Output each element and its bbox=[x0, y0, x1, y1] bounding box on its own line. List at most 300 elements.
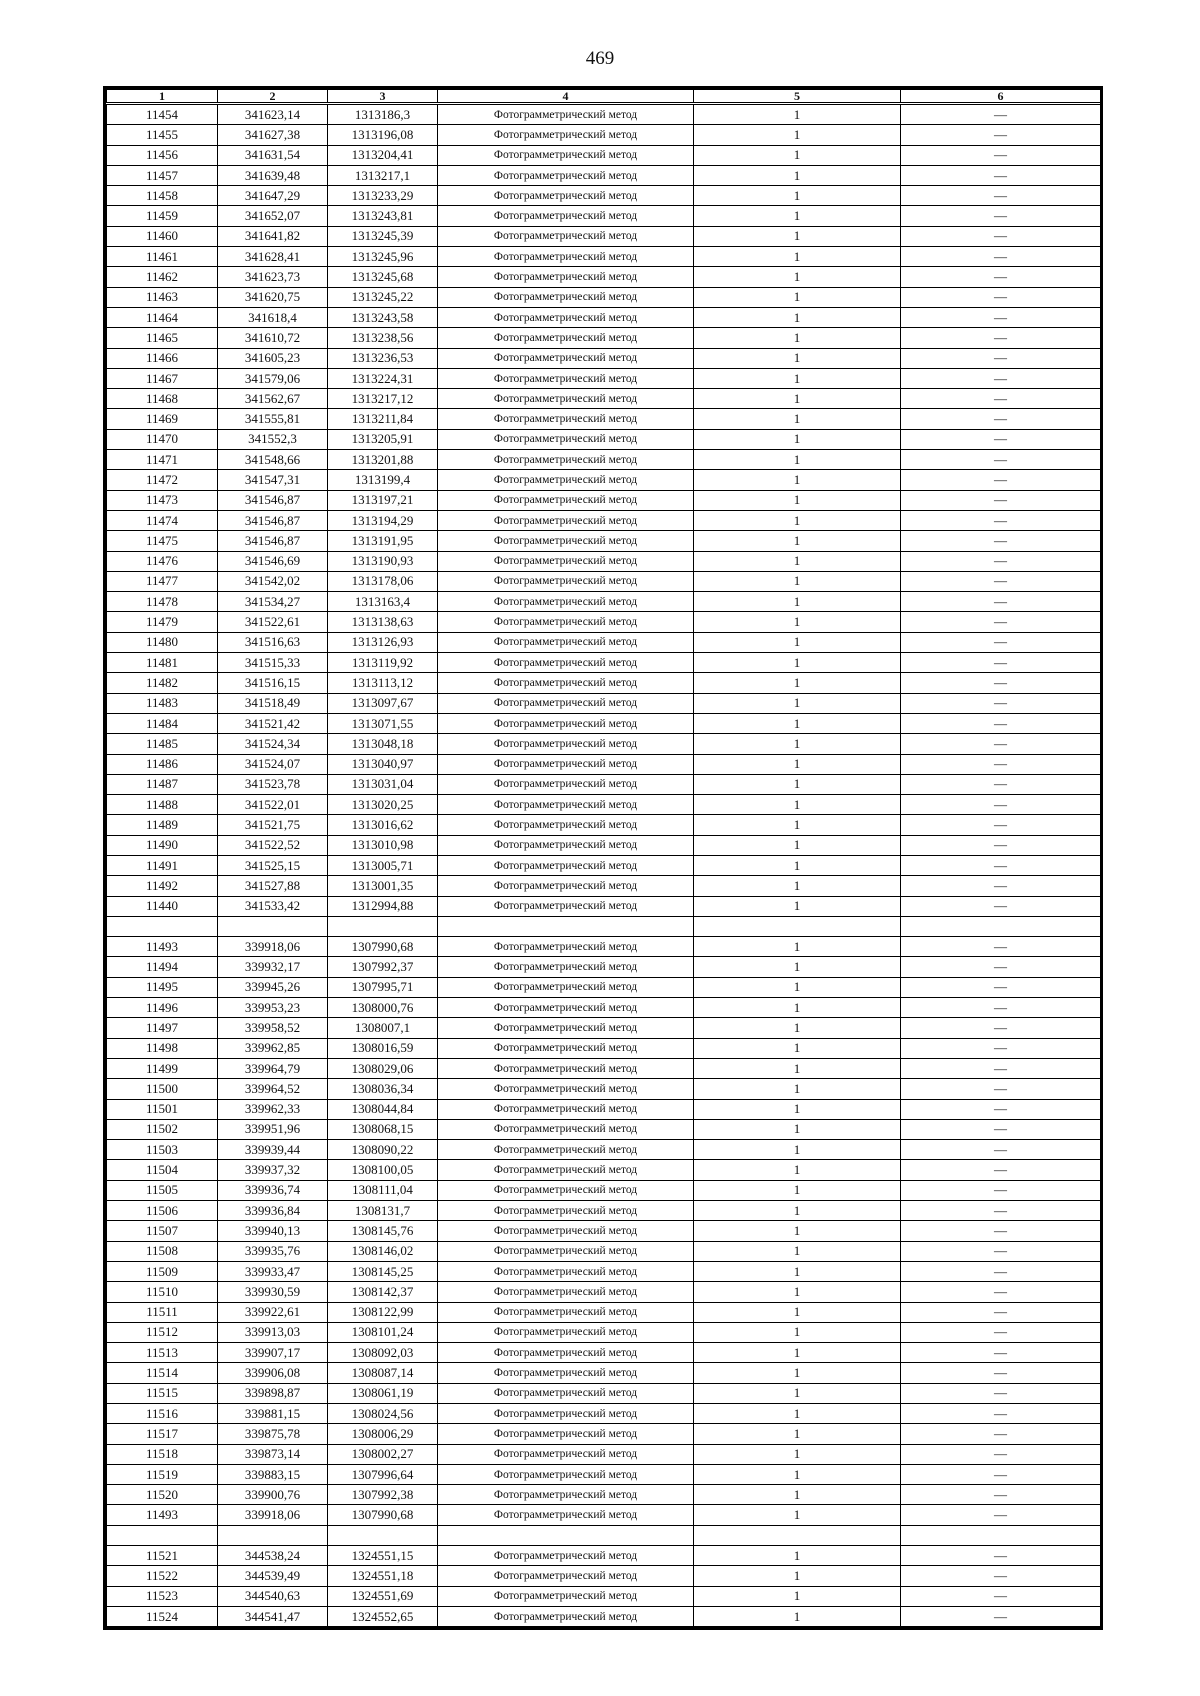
note-cell: — bbox=[901, 632, 1101, 652]
method-cell: Фотограмметрический метод bbox=[438, 348, 694, 368]
table-row bbox=[107, 1282, 1101, 1302]
note-cell: — bbox=[901, 571, 1101, 591]
method-cell: Фотограмметрический метод bbox=[438, 247, 694, 267]
accuracy-cell: 1 bbox=[694, 1606, 901, 1626]
table-row bbox=[107, 1343, 1101, 1363]
y-coordinate-cell: 1307992,38 bbox=[328, 1485, 438, 1505]
x-coordinate-cell: 341516,15 bbox=[218, 673, 328, 693]
method-cell: Фотограмметрический метод bbox=[438, 937, 694, 957]
x-coordinate-cell: 341515,33 bbox=[218, 653, 328, 673]
point-number-cell: 11494 bbox=[107, 957, 218, 977]
note-cell: — bbox=[901, 957, 1101, 977]
y-coordinate-cell bbox=[328, 1525, 438, 1545]
method-cell: Фотограмметрический метод bbox=[438, 1079, 694, 1099]
note-cell: — bbox=[901, 226, 1101, 246]
x-coordinate-cell: 339951,96 bbox=[218, 1119, 328, 1139]
x-coordinate-cell: 341647,29 bbox=[218, 186, 328, 206]
method-cell bbox=[438, 1525, 694, 1545]
y-coordinate-cell: 1313126,93 bbox=[328, 632, 438, 652]
method-cell: Фотограмметрический метод bbox=[438, 186, 694, 206]
accuracy-cell: 1 bbox=[694, 673, 901, 693]
method-cell: Фотограмметрический метод bbox=[438, 795, 694, 815]
note-cell: — bbox=[901, 307, 1101, 327]
accuracy-cell: 1 bbox=[694, 1566, 901, 1586]
x-coordinate-cell: 339881,15 bbox=[218, 1404, 328, 1424]
method-cell: Фотограмметрический метод bbox=[438, 450, 694, 470]
method-cell: Фотограмметрический метод bbox=[438, 531, 694, 551]
accuracy-cell: 1 bbox=[694, 551, 901, 571]
method-cell: Фотограмметрический метод bbox=[438, 815, 694, 835]
method-cell: Фотограмметрический метод bbox=[438, 267, 694, 287]
method-cell: Фотограмметрический метод bbox=[438, 774, 694, 794]
point-number-cell: 11454 bbox=[107, 104, 218, 125]
accuracy-cell: 1 bbox=[694, 1322, 901, 1342]
y-coordinate-cell: 1308024,56 bbox=[328, 1404, 438, 1424]
header-col-1: 1 bbox=[107, 90, 218, 104]
point-number-cell: 11482 bbox=[107, 673, 218, 693]
y-coordinate-cell: 1313204,41 bbox=[328, 145, 438, 165]
y-coordinate-cell: 1308146,02 bbox=[328, 1241, 438, 1261]
note-cell: — bbox=[901, 1383, 1101, 1403]
x-coordinate-cell: 344541,47 bbox=[218, 1606, 328, 1626]
y-coordinate-cell: 1308111,04 bbox=[328, 1180, 438, 1200]
x-coordinate-cell: 339913,03 bbox=[218, 1322, 328, 1342]
accuracy-cell: 1 bbox=[694, 368, 901, 388]
y-coordinate-cell: 1313119,92 bbox=[328, 653, 438, 673]
table-row bbox=[107, 1566, 1101, 1586]
x-coordinate-cell: 339918,06 bbox=[218, 1505, 328, 1525]
y-coordinate-cell: 1308036,34 bbox=[328, 1079, 438, 1099]
method-cell: Фотограмметрический метод bbox=[438, 1140, 694, 1160]
point-number-cell: 11524 bbox=[107, 1606, 218, 1626]
accuracy-cell: 1 bbox=[694, 1485, 901, 1505]
point-number-cell: 11468 bbox=[107, 389, 218, 409]
x-coordinate-cell: 341628,41 bbox=[218, 247, 328, 267]
point-number-cell: 11473 bbox=[107, 490, 218, 510]
accuracy-cell: 1 bbox=[694, 998, 901, 1018]
method-cell: Фотограмметрический метод bbox=[438, 855, 694, 875]
point-number-cell: 11480 bbox=[107, 632, 218, 652]
point-number-cell: 11490 bbox=[107, 835, 218, 855]
table-row bbox=[107, 754, 1101, 774]
accuracy-cell: 1 bbox=[694, 510, 901, 530]
table-row bbox=[107, 612, 1101, 632]
point-number-cell: 11483 bbox=[107, 693, 218, 713]
y-coordinate-cell: 1313138,63 bbox=[328, 612, 438, 632]
x-coordinate-cell: 341605,23 bbox=[218, 348, 328, 368]
accuracy-cell: 1 bbox=[694, 145, 901, 165]
y-coordinate-cell: 1313048,18 bbox=[328, 734, 438, 754]
note-cell: — bbox=[901, 429, 1101, 449]
point-number-cell: 11516 bbox=[107, 1404, 218, 1424]
accuracy-cell: 1 bbox=[694, 835, 901, 855]
y-coordinate-cell: 1313196,08 bbox=[328, 125, 438, 145]
y-coordinate-cell: 1313197,21 bbox=[328, 490, 438, 510]
x-coordinate-cell: 339936,74 bbox=[218, 1180, 328, 1200]
x-coordinate-cell: 341522,61 bbox=[218, 612, 328, 632]
accuracy-cell: 1 bbox=[694, 1383, 901, 1403]
table-row bbox=[107, 328, 1101, 348]
note-cell: — bbox=[901, 165, 1101, 185]
point-number-cell: 11477 bbox=[107, 571, 218, 591]
method-cell: Фотограмметрический метод bbox=[438, 1018, 694, 1038]
method-cell: Фотограмметрический метод bbox=[438, 1546, 694, 1566]
table-row bbox=[107, 470, 1101, 490]
method-cell: Фотограмметрический метод bbox=[438, 1261, 694, 1281]
point-number-cell: 11504 bbox=[107, 1160, 218, 1180]
note-cell: — bbox=[901, 247, 1101, 267]
method-cell bbox=[438, 916, 694, 936]
table-row bbox=[107, 1180, 1101, 1200]
method-cell: Фотограмметрический метод bbox=[438, 307, 694, 327]
method-cell: Фотограмметрический метод bbox=[438, 490, 694, 510]
method-cell: Фотограмметрический метод bbox=[438, 754, 694, 774]
note-cell: — bbox=[901, 470, 1101, 490]
table-row bbox=[107, 125, 1101, 145]
point-number-cell: 11513 bbox=[107, 1343, 218, 1363]
y-coordinate-cell: 1313040,97 bbox=[328, 754, 438, 774]
point-number-cell: 11508 bbox=[107, 1241, 218, 1261]
accuracy-cell: 1 bbox=[694, 795, 901, 815]
point-number-cell: 11505 bbox=[107, 1180, 218, 1200]
point-number-cell: 11522 bbox=[107, 1566, 218, 1586]
accuracy-cell: 1 bbox=[694, 409, 901, 429]
x-coordinate-cell: 339940,13 bbox=[218, 1221, 328, 1241]
y-coordinate-cell: 1313020,25 bbox=[328, 795, 438, 815]
note-cell: — bbox=[901, 1282, 1101, 1302]
method-cell: Фотограмметрический метод bbox=[438, 1099, 694, 1119]
method-cell: Фотограмметрический метод bbox=[438, 125, 694, 145]
table-row bbox=[107, 673, 1101, 693]
x-coordinate-cell: 339936,84 bbox=[218, 1201, 328, 1221]
x-coordinate-cell: 341534,27 bbox=[218, 592, 328, 612]
note-cell: — bbox=[901, 1038, 1101, 1058]
x-coordinate-cell: 339964,52 bbox=[218, 1079, 328, 1099]
x-coordinate-cell: 341555,81 bbox=[218, 409, 328, 429]
accuracy-cell: 1 bbox=[694, 612, 901, 632]
point-number-cell: 11464 bbox=[107, 307, 218, 327]
table-row bbox=[107, 1424, 1101, 1444]
table-row bbox=[107, 937, 1101, 957]
method-cell: Фотограмметрический метод bbox=[438, 1343, 694, 1363]
table-row bbox=[107, 1464, 1101, 1484]
y-coordinate-cell: 1308087,14 bbox=[328, 1363, 438, 1383]
accuracy-cell: 1 bbox=[694, 1160, 901, 1180]
point-number-cell: 11493 bbox=[107, 1505, 218, 1525]
note-cell: — bbox=[901, 1566, 1101, 1586]
note-cell: — bbox=[901, 937, 1101, 957]
point-number-cell: 11471 bbox=[107, 450, 218, 470]
table-row bbox=[107, 1383, 1101, 1403]
note-cell: — bbox=[901, 125, 1101, 145]
note-cell: — bbox=[901, 1546, 1101, 1566]
point-number-cell: 11460 bbox=[107, 226, 218, 246]
accuracy-cell: 1 bbox=[694, 815, 901, 835]
accuracy-cell: 1 bbox=[694, 855, 901, 875]
method-cell: Фотограмметрический метод bbox=[438, 287, 694, 307]
point-number-cell: 11478 bbox=[107, 592, 218, 612]
table-row bbox=[107, 1079, 1101, 1099]
point-number-cell: 11457 bbox=[107, 165, 218, 185]
table-row bbox=[107, 571, 1101, 591]
method-cell: Фотограмметрический метод bbox=[438, 977, 694, 997]
accuracy-cell: 1 bbox=[694, 267, 901, 287]
accuracy-cell: 1 bbox=[694, 470, 901, 490]
y-coordinate-cell: 1308092,03 bbox=[328, 1343, 438, 1363]
accuracy-cell: 1 bbox=[694, 247, 901, 267]
x-coordinate-cell: 341524,34 bbox=[218, 734, 328, 754]
note-cell: — bbox=[901, 1444, 1101, 1464]
method-cell: Фотограмметрический метод bbox=[438, 1566, 694, 1586]
note-cell: — bbox=[901, 795, 1101, 815]
method-cell: Фотограмметрический метод bbox=[438, 226, 694, 246]
x-coordinate-cell: 339900,76 bbox=[218, 1485, 328, 1505]
header-col-5: 5 bbox=[694, 90, 901, 104]
y-coordinate-cell: 1307995,71 bbox=[328, 977, 438, 997]
y-coordinate-cell: 1308002,27 bbox=[328, 1444, 438, 1464]
note-cell: — bbox=[901, 551, 1101, 571]
note-cell: — bbox=[901, 1586, 1101, 1606]
method-cell: Фотограмметрический метод bbox=[438, 1464, 694, 1484]
y-coordinate-cell: 1308061,19 bbox=[328, 1383, 438, 1403]
note-cell: — bbox=[901, 1404, 1101, 1424]
note-cell: — bbox=[901, 734, 1101, 754]
x-coordinate-cell: 339875,78 bbox=[218, 1424, 328, 1444]
accuracy-cell: 1 bbox=[694, 632, 901, 652]
accuracy-cell: 1 bbox=[694, 490, 901, 510]
note-cell: — bbox=[901, 713, 1101, 733]
note-cell: — bbox=[901, 1241, 1101, 1261]
y-coordinate-cell: 1324551,18 bbox=[328, 1566, 438, 1586]
header-col-2: 2 bbox=[218, 90, 328, 104]
accuracy-cell: 1 bbox=[694, 186, 901, 206]
point-number-cell: 11461 bbox=[107, 247, 218, 267]
accuracy-cell: 1 bbox=[694, 1444, 901, 1464]
y-coordinate-cell: 1313205,91 bbox=[328, 429, 438, 449]
method-cell: Фотограмметрический метод bbox=[438, 470, 694, 490]
x-coordinate-cell: 341542,02 bbox=[218, 571, 328, 591]
note-cell: — bbox=[901, 1099, 1101, 1119]
method-cell: Фотограмметрический метод bbox=[438, 1241, 694, 1261]
y-coordinate-cell: 1313243,58 bbox=[328, 307, 438, 327]
y-coordinate-cell: 1313224,31 bbox=[328, 368, 438, 388]
method-cell: Фотограмметрический метод bbox=[438, 957, 694, 977]
x-coordinate-cell: 344538,24 bbox=[218, 1546, 328, 1566]
table-row bbox=[107, 348, 1101, 368]
point-number-cell: 11498 bbox=[107, 1038, 218, 1058]
y-coordinate-cell: 1313194,29 bbox=[328, 510, 438, 530]
y-coordinate-cell: 1308006,29 bbox=[328, 1424, 438, 1444]
table-row bbox=[107, 876, 1101, 896]
accuracy-cell: 1 bbox=[694, 957, 901, 977]
coordinates-table-frame bbox=[103, 86, 1103, 1630]
y-coordinate-cell: 1313245,39 bbox=[328, 226, 438, 246]
table-row bbox=[107, 287, 1101, 307]
note-cell: — bbox=[901, 186, 1101, 206]
y-coordinate-cell: 1313245,68 bbox=[328, 267, 438, 287]
x-coordinate-cell: 341627,38 bbox=[218, 125, 328, 145]
accuracy-cell: 1 bbox=[694, 1180, 901, 1200]
accuracy-cell: 1 bbox=[694, 876, 901, 896]
note-cell: — bbox=[901, 1464, 1101, 1484]
note-cell: — bbox=[901, 774, 1101, 794]
x-coordinate-cell: 339906,08 bbox=[218, 1363, 328, 1383]
x-coordinate-cell: 341525,15 bbox=[218, 855, 328, 875]
note-cell: — bbox=[901, 998, 1101, 1018]
method-cell: Фотограмметрический метод bbox=[438, 835, 694, 855]
note-cell: — bbox=[901, 1302, 1101, 1322]
table-row bbox=[107, 1485, 1101, 1505]
note-cell: — bbox=[901, 1180, 1101, 1200]
point-number-cell: 11467 bbox=[107, 368, 218, 388]
method-cell: Фотограмметрический метод bbox=[438, 1180, 694, 1200]
note-cell: — bbox=[901, 409, 1101, 429]
point-number-cell: 11485 bbox=[107, 734, 218, 754]
note-cell: — bbox=[901, 267, 1101, 287]
table-row bbox=[107, 531, 1101, 551]
y-coordinate-cell: 1313010,98 bbox=[328, 835, 438, 855]
table-row bbox=[107, 1261, 1101, 1281]
x-coordinate-cell: 341639,48 bbox=[218, 165, 328, 185]
accuracy-cell: 1 bbox=[694, 429, 901, 449]
method-cell: Фотограмметрический метод bbox=[438, 693, 694, 713]
method-cell: Фотограмметрический метод bbox=[438, 206, 694, 226]
table-row bbox=[107, 896, 1101, 916]
note-cell: — bbox=[901, 531, 1101, 551]
accuracy-cell: 1 bbox=[694, 1464, 901, 1484]
table-row bbox=[107, 795, 1101, 815]
table-row bbox=[107, 957, 1101, 977]
accuracy-cell: 1 bbox=[694, 653, 901, 673]
x-coordinate-cell: 341546,87 bbox=[218, 510, 328, 530]
note-cell: — bbox=[901, 206, 1101, 226]
accuracy-cell: 1 bbox=[694, 1018, 901, 1038]
accuracy-cell: 1 bbox=[694, 734, 901, 754]
note-cell: — bbox=[901, 1322, 1101, 1342]
y-coordinate-cell: 1308101,24 bbox=[328, 1322, 438, 1342]
table-row bbox=[107, 1099, 1101, 1119]
table-row bbox=[107, 1444, 1101, 1464]
note-cell: — bbox=[901, 1119, 1101, 1139]
y-coordinate-cell: 1313236,53 bbox=[328, 348, 438, 368]
y-coordinate-cell: 1308068,15 bbox=[328, 1119, 438, 1139]
x-coordinate-cell: 339918,06 bbox=[218, 937, 328, 957]
accuracy-cell: 1 bbox=[694, 713, 901, 733]
accuracy-cell: 1 bbox=[694, 450, 901, 470]
x-coordinate-cell: 339932,17 bbox=[218, 957, 328, 977]
x-coordinate-cell: 339883,15 bbox=[218, 1464, 328, 1484]
x-coordinate-cell: 341620,75 bbox=[218, 287, 328, 307]
accuracy-cell: 1 bbox=[694, 592, 901, 612]
point-number-cell: 11486 bbox=[107, 754, 218, 774]
table-row bbox=[107, 510, 1101, 530]
table-row bbox=[107, 835, 1101, 855]
y-coordinate-cell: 1313238,56 bbox=[328, 328, 438, 348]
accuracy-cell: 1 bbox=[694, 226, 901, 246]
x-coordinate-cell: 341562,67 bbox=[218, 389, 328, 409]
table-row bbox=[107, 1302, 1101, 1322]
note-cell: — bbox=[901, 835, 1101, 855]
y-coordinate-cell: 1313113,12 bbox=[328, 673, 438, 693]
x-coordinate-cell: 339933,47 bbox=[218, 1261, 328, 1281]
method-cell: Фотограмметрический метод bbox=[438, 571, 694, 591]
method-cell: Фотограмметрический метод bbox=[438, 1282, 694, 1302]
table-row bbox=[107, 1505, 1101, 1525]
table-body bbox=[107, 104, 1101, 1627]
point-number-cell: 11493 bbox=[107, 937, 218, 957]
method-cell: Фотограмметрический метод bbox=[438, 1404, 694, 1424]
accuracy-cell: 1 bbox=[694, 571, 901, 591]
note-cell: — bbox=[901, 1201, 1101, 1221]
table-row bbox=[107, 1586, 1101, 1606]
table-row bbox=[107, 1241, 1101, 1261]
y-coordinate-cell: 1308029,06 bbox=[328, 1058, 438, 1078]
method-cell: Фотограмметрический метод bbox=[438, 1586, 694, 1606]
note-cell: — bbox=[901, 145, 1101, 165]
point-number-cell: 11514 bbox=[107, 1363, 218, 1383]
accuracy-cell: 1 bbox=[694, 328, 901, 348]
method-cell: Фотограмметрический метод bbox=[438, 998, 694, 1018]
method-cell: Фотограмметрический метод bbox=[438, 328, 694, 348]
table-row bbox=[107, 693, 1101, 713]
note-cell: — bbox=[901, 1363, 1101, 1383]
method-cell: Фотограмметрический метод bbox=[438, 653, 694, 673]
note-cell: — bbox=[901, 1424, 1101, 1444]
accuracy-cell bbox=[694, 1525, 901, 1545]
accuracy-cell: 1 bbox=[694, 1363, 901, 1383]
page-number: 469 bbox=[585, 48, 615, 69]
table-row bbox=[107, 1404, 1101, 1424]
note-cell: — bbox=[901, 1485, 1101, 1505]
note-cell: — bbox=[901, 673, 1101, 693]
y-coordinate-cell bbox=[328, 916, 438, 936]
y-coordinate-cell: 1313190,93 bbox=[328, 551, 438, 571]
point-number-cell: 11523 bbox=[107, 1586, 218, 1606]
x-coordinate-cell: 341618,4 bbox=[218, 307, 328, 327]
y-coordinate-cell: 1308000,76 bbox=[328, 998, 438, 1018]
point-number-cell: 11509 bbox=[107, 1261, 218, 1281]
x-coordinate-cell: 341652,07 bbox=[218, 206, 328, 226]
x-coordinate-cell: 341623,73 bbox=[218, 267, 328, 287]
table-row bbox=[107, 429, 1101, 449]
accuracy-cell: 1 bbox=[694, 1099, 901, 1119]
note-cell: — bbox=[901, 876, 1101, 896]
table-row bbox=[107, 368, 1101, 388]
x-coordinate-cell: 341547,31 bbox=[218, 470, 328, 490]
method-cell: Фотограмметрический метод bbox=[438, 896, 694, 916]
note-cell: — bbox=[901, 1261, 1101, 1281]
accuracy-cell: 1 bbox=[694, 287, 901, 307]
x-coordinate-cell: 341546,87 bbox=[218, 490, 328, 510]
point-number-cell: 11475 bbox=[107, 531, 218, 551]
x-coordinate-cell: 339953,23 bbox=[218, 998, 328, 1018]
table-row bbox=[107, 1221, 1101, 1241]
y-coordinate-cell: 1308090,22 bbox=[328, 1140, 438, 1160]
note-cell: — bbox=[901, 368, 1101, 388]
coordinates-table bbox=[106, 89, 1101, 1627]
x-coordinate-cell: 341524,07 bbox=[218, 754, 328, 774]
note-cell: — bbox=[901, 896, 1101, 916]
note-cell: — bbox=[901, 450, 1101, 470]
point-number-cell: 11515 bbox=[107, 1383, 218, 1403]
method-cell: Фотограмметрический метод bbox=[438, 1322, 694, 1342]
y-coordinate-cell: 1308142,37 bbox=[328, 1282, 438, 1302]
note-cell: — bbox=[901, 1221, 1101, 1241]
method-cell: Фотограмметрический метод bbox=[438, 713, 694, 733]
accuracy-cell: 1 bbox=[694, 1261, 901, 1281]
table-row bbox=[107, 998, 1101, 1018]
accuracy-cell: 1 bbox=[694, 1302, 901, 1322]
